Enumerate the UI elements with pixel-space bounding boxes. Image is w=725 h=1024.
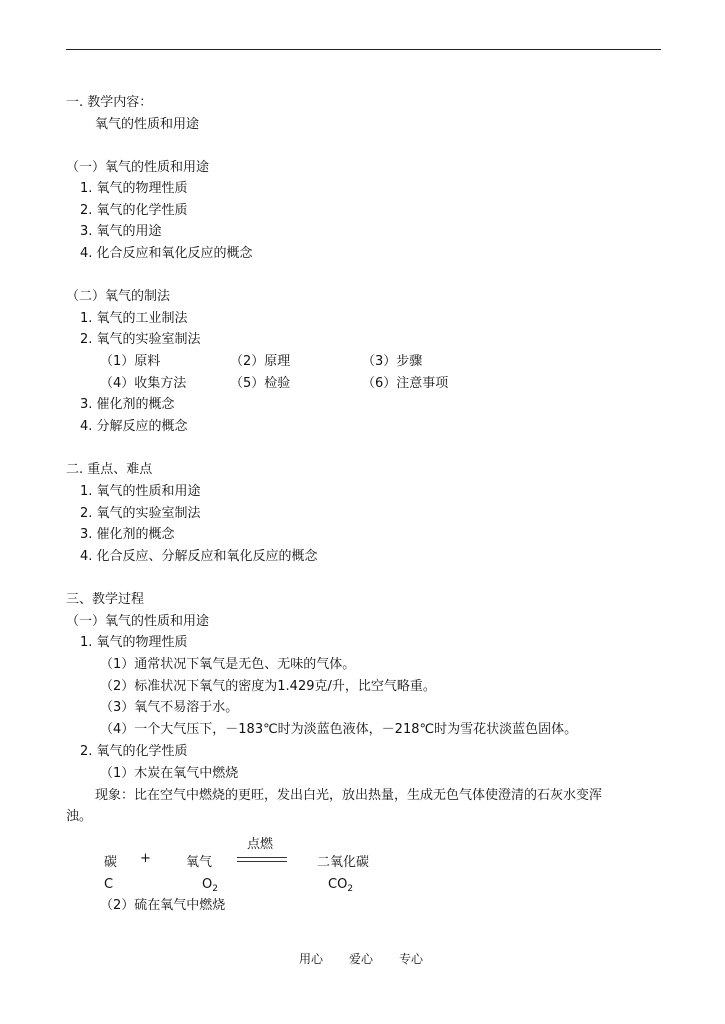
- physical-title: 1. 氧气的物理性质: [80, 635, 188, 650]
- carbon-phenomenon-cont: 浊。: [66, 809, 93, 824]
- sub-item: （2）原理: [230, 354, 291, 369]
- list-item: 4. 化合反应、分解反应和氧化反应的概念: [80, 549, 318, 564]
- section3-part1-title: （一）氧气的性质和用途: [66, 614, 210, 629]
- sub-item: （3）步骤: [362, 354, 423, 369]
- physical-item: （1）通常状况下氧气是无色、无味的气体。: [100, 657, 356, 672]
- list-item: 1. 氧气的物理性质: [80, 181, 188, 196]
- footer-right: 专心: [399, 952, 424, 966]
- section1-topic: 氧气的性质和用途: [95, 117, 200, 132]
- list-item: 3. 催化剂的概念: [80, 397, 175, 412]
- sulfur-title: （2）硫在氧气中燃烧: [100, 898, 226, 913]
- equation-formula-o2: $O_2$: [202, 877, 218, 894]
- sub-item: （1）原料: [100, 354, 161, 369]
- list-item: 2. 氧气的实验室制法: [80, 506, 201, 521]
- physical-item: （3）氧气不易溶于水。: [100, 700, 239, 715]
- part1-title: （一）氧气的性质和用途: [66, 160, 210, 175]
- equation-condition: 点燃: [247, 837, 274, 852]
- chemical-title: 2. 氧气的化学性质: [80, 744, 188, 759]
- header-rule: [66, 49, 661, 50]
- footer-left: 用心: [299, 952, 324, 966]
- equation-equals-line-bottom: [237, 861, 287, 862]
- list-item: 2. 氧气的实验室制法: [80, 332, 201, 347]
- sub-item: （6）注意事项: [362, 376, 449, 391]
- physical-item: （4）一个大气压下，－183℃时为淡蓝色液体，－218℃时为雪花状淡蓝色固体。: [100, 722, 578, 737]
- section2-heading: 二. 重点、难点: [66, 462, 153, 477]
- sub-item: （5）检验: [230, 376, 291, 391]
- list-item: 2. 氧气的化学性质: [80, 203, 188, 218]
- list-item: 4. 分解反应的概念: [80, 419, 188, 434]
- equation-reactant1: 碳: [104, 855, 118, 870]
- list-item: 1. 氧气的性质和用途: [80, 484, 201, 499]
- physical-item: （2）标准状况下氧气的密度为1.429克/升，比空气略重。: [100, 679, 436, 694]
- equation-product: 二氧化碳: [317, 855, 370, 870]
- equation-plus: +: [140, 851, 151, 866]
- equation-equals-line-top: [237, 857, 287, 858]
- carbon-phenomenon: 现象：比在空气中燃烧的更旺，发出白光，放出热量，生成无色气体使澄清的石灰水变浑: [95, 788, 603, 803]
- list-item: 4. 化合反应和氧化反应的概念: [80, 246, 253, 261]
- list-item: 3. 氧气的用途: [80, 224, 162, 239]
- list-item: 3. 催化剂的概念: [80, 527, 175, 542]
- equation-formula-co2: $CO_2$: [328, 877, 354, 894]
- part2-title: （二）氧气的制法: [66, 289, 171, 304]
- equation-reactant2: 氧气: [186, 855, 213, 870]
- equation-formula-c: C: [104, 877, 114, 892]
- footer-middle: 爱心: [349, 952, 374, 966]
- section3-heading: 三、教学过程: [66, 592, 145, 607]
- list-item: 1. 氧气的工业制法: [80, 311, 188, 326]
- section1-heading: 一. 教学内容：: [66, 95, 153, 110]
- sub-item: （4）收集方法: [100, 376, 187, 391]
- carbon-title: （1）木炭在氧气中燃烧: [100, 766, 239, 781]
